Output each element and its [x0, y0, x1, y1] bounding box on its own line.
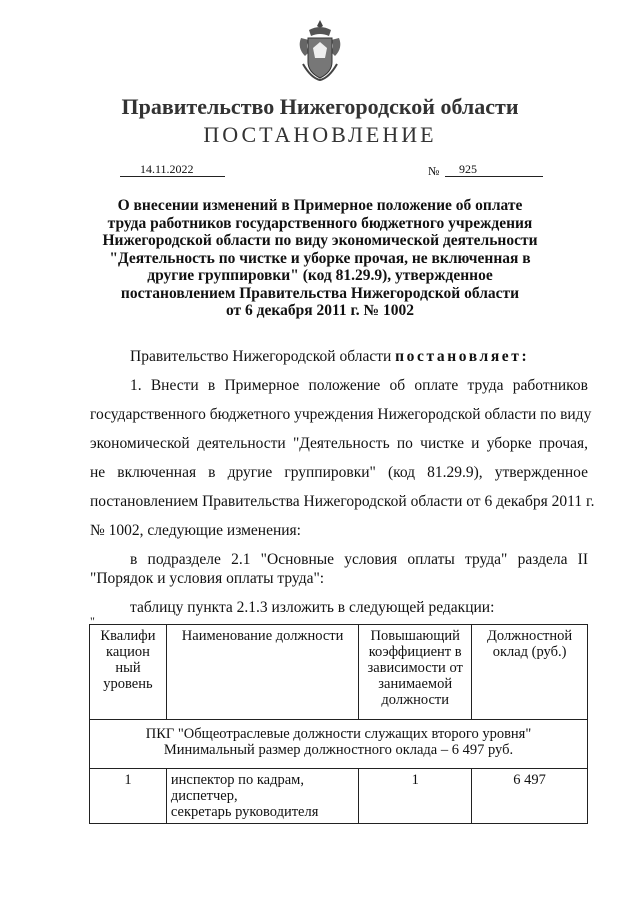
- coat-of-arms-icon: [295, 16, 345, 86]
- intro-text: Правительство Нижегородской области: [130, 348, 396, 365]
- document-number: 925: [445, 162, 543, 177]
- row-salary: 6 497: [472, 769, 588, 824]
- item1-line: 1. Внести в Примерное положение об оплате труда работников: [130, 377, 588, 394]
- item1-line-last: № 1002, следующие изменения:: [90, 522, 301, 539]
- header-position: Наименование должности: [166, 625, 358, 720]
- group-title: ПКГ "Общеотраслевые должности служащих второго уровня": [145, 726, 532, 742]
- position-item: диспетчер,: [170, 788, 238, 804]
- item1-line: не включенная в другие группировки" (код 81.29.9), утвержденное: [90, 464, 588, 481]
- row-coefficient: 1: [359, 769, 472, 824]
- group-cell: [90, 720, 588, 769]
- position-item: секретарь руководителя: [170, 804, 319, 820]
- table-row: [90, 769, 588, 824]
- number-label: №: [428, 164, 440, 178]
- position-item: инспектор по кадрам,: [170, 772, 304, 788]
- subsection-line-2: "Порядок и условия оплаты труда":: [90, 570, 325, 587]
- government-name: Правительство Нижегородской области: [121, 94, 519, 119]
- header-level: Квалифи кацион ный уровень: [90, 625, 167, 720]
- header-coefficient: Повышающий коэффициент в зависимости от занимаемой должности: [359, 625, 472, 720]
- opening-quote: ": [90, 614, 95, 628]
- group-row: [90, 720, 588, 769]
- row-level: 1: [90, 769, 167, 824]
- subsection-line: в подразделе 2.1 "Основные условия оплаты труда" раздела II: [130, 551, 588, 568]
- table-intro: таблицу пункта 2.1.3 изложить в следующей редакции:: [130, 599, 495, 616]
- item1-line: государственного бюджетного учреждения Нижегородской области по виду: [90, 406, 592, 423]
- row-positions: [166, 769, 358, 824]
- intro-paragraph: [130, 348, 529, 366]
- title-line: "Деятельность по чистке и уборке прочая, не включенная в: [109, 249, 531, 267]
- title-line: труда работников государственного бюджетного учреждения: [107, 214, 533, 232]
- document-date: 14.11.2022: [120, 162, 225, 177]
- title-line: от 6 декабря 2011 г. № 1002: [226, 302, 414, 319]
- document-type: ПОСТАНОВЛЕНИЕ: [203, 122, 437, 147]
- document-title: [90, 197, 550, 320]
- title-line: Нижегородской области по виду экономической деятельности: [102, 232, 538, 249]
- title-line: О внесении изменений в Примерное положение об оплате: [117, 197, 523, 214]
- header-salary: Должностной оклад (руб.): [472, 625, 588, 720]
- salary-table: [89, 624, 588, 824]
- decree-word: постановляет:: [395, 348, 530, 365]
- title-line: другие группировки" (код 81.29.9), утвержденное: [147, 267, 493, 284]
- item1-line: постановлением Правительства Нижегородской области от 6 декабря 2011 г.: [90, 493, 595, 510]
- table-header-row: [90, 625, 588, 720]
- title-line: постановлением Правительства Нижегородской области: [120, 284, 520, 302]
- group-minimum: Минимальный размер должностного оклада – 6 497 руб.: [163, 742, 514, 758]
- item1-line: экономической деятельности "Деятельность по чистке и уборке прочая,: [90, 435, 588, 452]
